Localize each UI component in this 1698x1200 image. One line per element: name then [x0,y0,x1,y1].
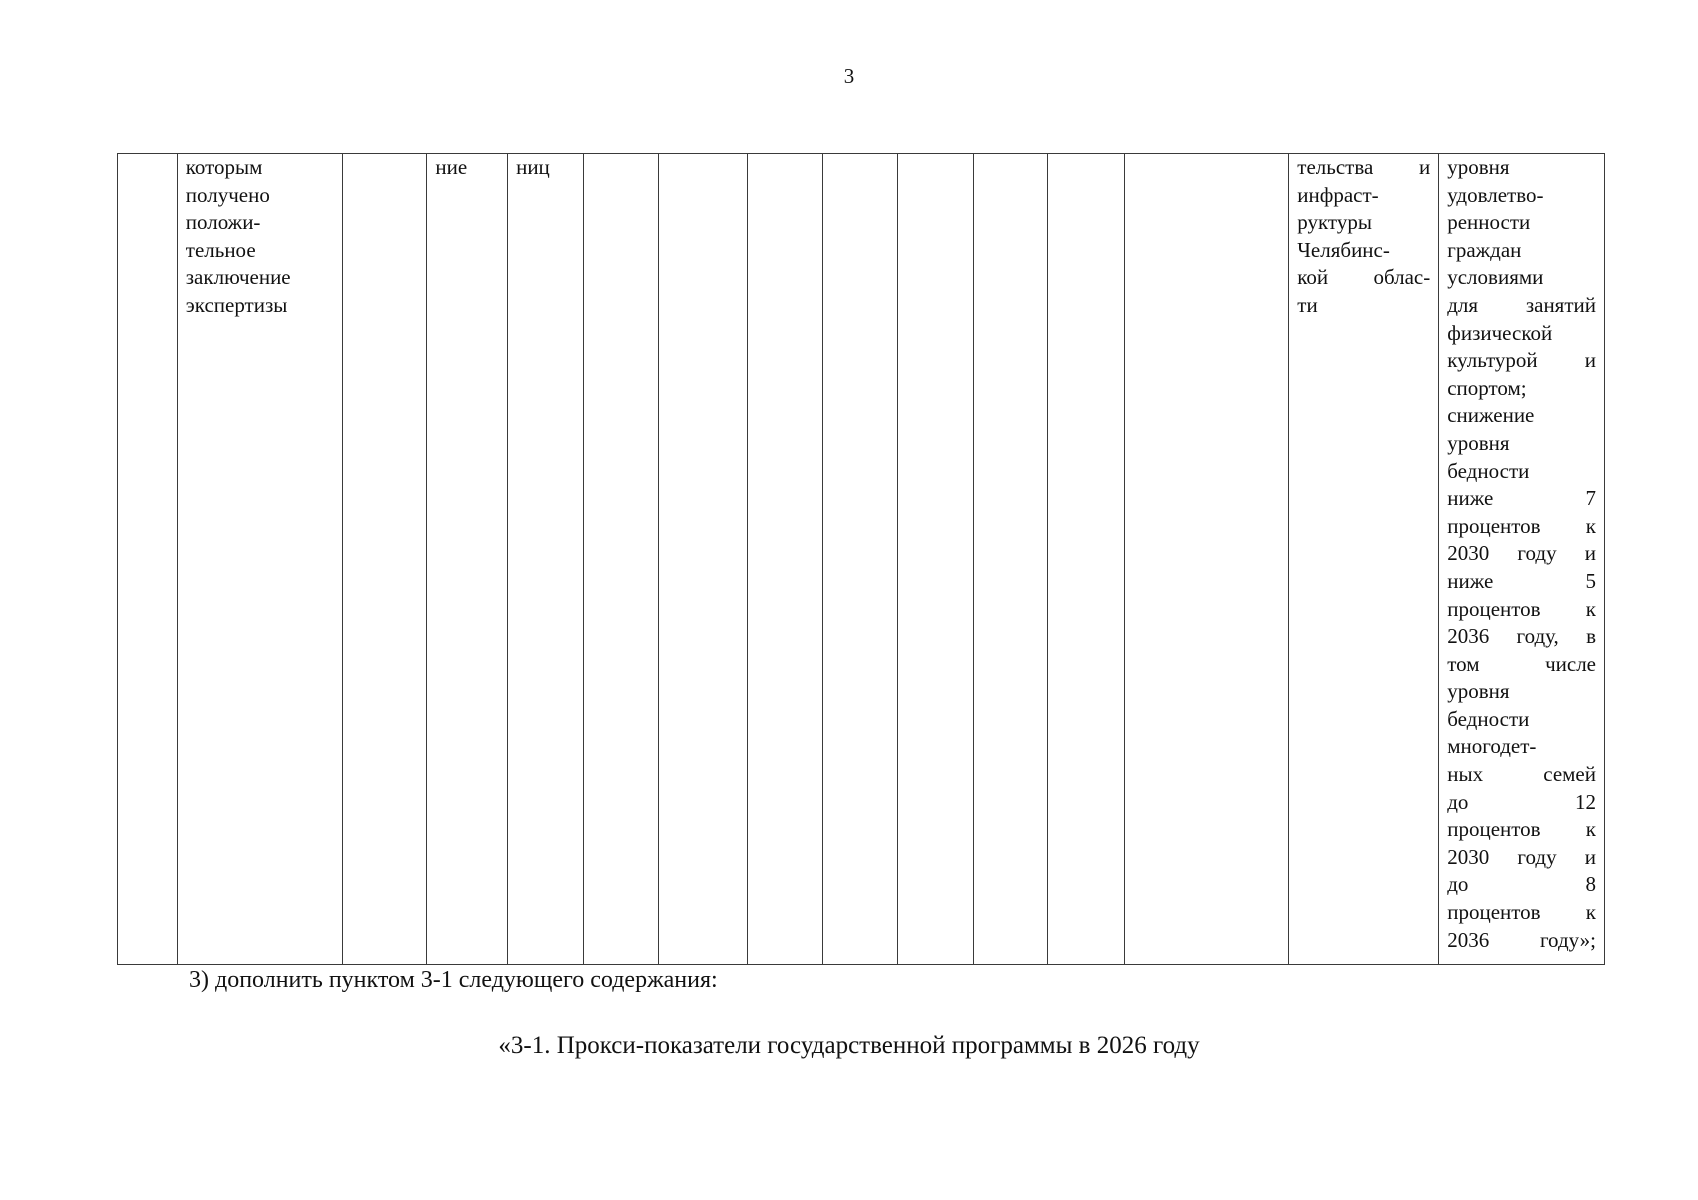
cell-line: условиями [1447,265,1544,290]
cell-line: процентов к [1447,596,1596,621]
cell-line: уровня [1447,430,1510,455]
cell-line: 2036 году»; [1447,927,1596,952]
cell-line: Челябинс- [1297,237,1390,262]
cell-line: до 8 [1447,872,1596,897]
cell-line: процентов к [1447,513,1596,538]
continuation-table [117,153,1605,965]
cell-line: культурой и [1447,348,1596,373]
cell-line: 2036 году, в [1447,624,1596,649]
cell-line: бедности [1447,706,1530,731]
table-cell-2 [177,154,343,965]
cell-line: 2030 году и [1447,844,1596,869]
cell-text-5: ниц [516,155,550,179]
table-cell-5 [508,154,584,965]
table-cell-9 [822,154,898,965]
amendment-paragraph: 3) дополнить пунктом 3-1 следующего содержания: [189,967,718,993]
table-cell-13 [1124,154,1289,965]
page-number: 3 [843,64,855,88]
cell-line: для занятий [1447,292,1596,317]
table-cell-6 [583,154,659,965]
cell-line: инфраст- [1297,182,1379,207]
cell-line: руктуры [1297,210,1372,235]
cell-line: снижение [1447,403,1535,428]
table-row [118,154,1605,965]
cell-line: 2030 году и [1447,541,1596,566]
table-cell-7 [659,154,748,965]
cell-line: граждан [1447,237,1522,262]
cell-line: спортом; [1447,375,1527,400]
cell-line: до 12 [1447,789,1596,814]
table-cell-4 [427,154,508,965]
cell-text-4: ние [435,155,468,179]
cell-line: кой облас- [1297,265,1431,290]
cell-line: ниже 7 [1447,486,1596,511]
cell-line: уровня [1447,155,1510,179]
table-cell-12 [1048,154,1125,965]
cell-line: процентов к [1447,900,1596,925]
section-heading: «3-1. Прокси-показатели государственной программы в 2026 году [498,1032,1200,1059]
cell-line: многодет- [1447,734,1537,759]
cell-line: ти [1297,292,1318,317]
table-cell-15 [1439,154,1605,965]
cell-line: том числе [1447,651,1596,676]
table-cell-10 [898,154,974,965]
cell-text-15 [1447,154,1596,954]
cell-line: бедности [1447,458,1530,483]
cell-line: процентов к [1447,817,1596,842]
cell-text-14 [1297,154,1430,320]
table-cell-1 [118,154,178,965]
cell-line: ренности [1447,210,1531,235]
cell-line: физической [1447,320,1553,345]
cell-line: тельства и [1297,155,1431,179]
cell-line: ных семей [1447,762,1596,787]
cell-line: уровня [1447,679,1510,704]
cell-line: ниже 5 [1447,568,1596,593]
table-cell-14 [1289,154,1439,965]
table-cell-3 [343,154,427,965]
cell-text-2: которым получено положи- тельное заключение экспертизы [185,155,291,317]
table-cell-8 [748,154,822,965]
cell-line: удовлетво- [1447,182,1544,207]
table-cell-11 [973,154,1047,965]
